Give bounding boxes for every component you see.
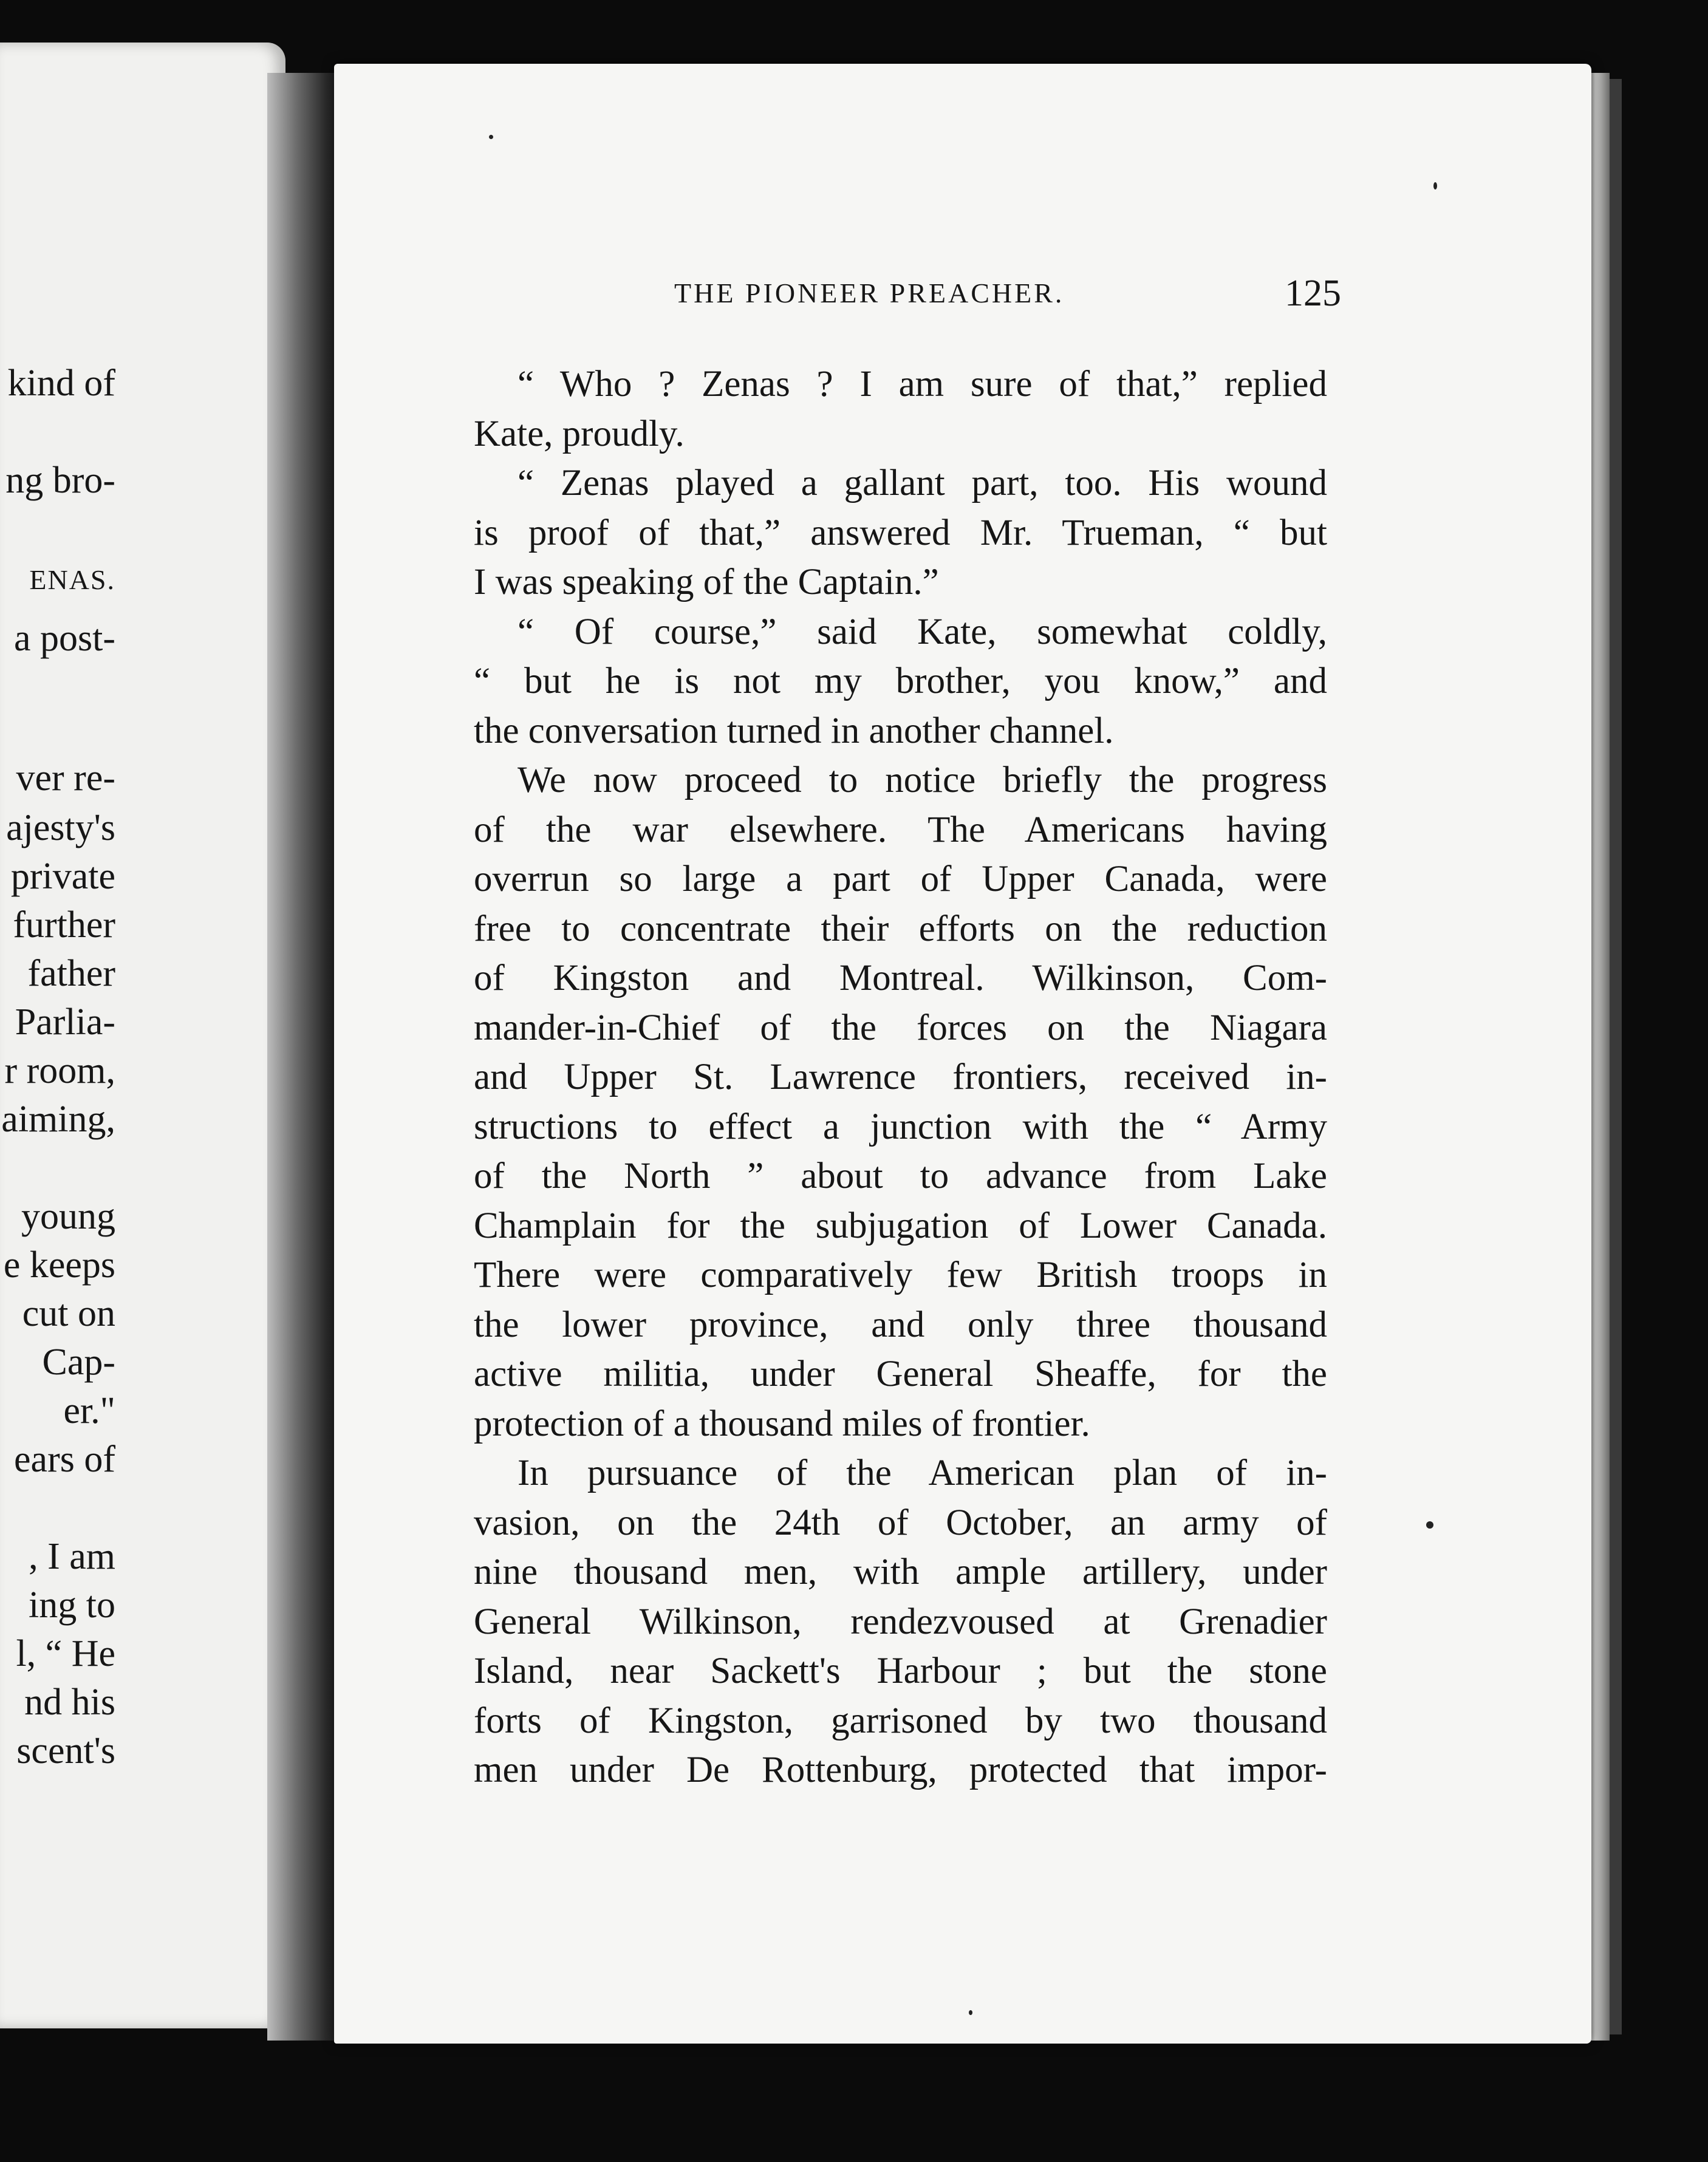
- text-line: Champlain for the subjugation of Lower Canada.: [474, 1205, 1327, 1246]
- text-line: of the North ” about to advance from Lake: [474, 1156, 1327, 1196]
- text-line: mander-in-Chief of the forces on the Niagara: [474, 1007, 1327, 1048]
- text-line: I was speaking of the Captain.”: [474, 562, 939, 602]
- left-page-line: kind of: [7, 363, 115, 404]
- text-line: men under De Rottenburg, protected that impor-: [474, 1750, 1327, 1790]
- left-page-line: father: [27, 953, 115, 994]
- text-line: General Wilkinson, rendezvoused at Grenadier: [474, 1601, 1327, 1642]
- left-page-line: cut on: [22, 1293, 115, 1334]
- text-line: “ but he is not my brother, you know,” and: [474, 661, 1327, 701]
- left-page-line: further: [13, 904, 115, 946]
- left-page-line: ENAS.: [29, 564, 115, 595]
- left-page: [0, 43, 285, 2028]
- text-line: “ Of course,” said Kate, somewhat coldly,: [518, 611, 1327, 652]
- left-page-line: Cap-: [42, 1342, 115, 1383]
- left-page-line: private: [10, 856, 115, 897]
- left-page-line: er.": [63, 1390, 115, 1431]
- text-line: We now proceed to notice briefly the progress: [518, 760, 1327, 800]
- text-line: the conversation turned in another channel.: [474, 710, 1114, 751]
- text-line: vasion, on the 24th of October, an army of: [474, 1502, 1327, 1543]
- text-line: nine thousand men, with ample artillery, under: [474, 1552, 1327, 1592]
- page-edge-shadow: [1610, 79, 1622, 2034]
- text-line: Island, near Sackett's Harbour ; but the stone: [474, 1651, 1327, 1691]
- text-line: free to concentrate their efforts on the reduction: [474, 908, 1327, 949]
- text-line: the lower province, and only three thousand: [474, 1304, 1327, 1345]
- left-page-line: l, “ He: [16, 1633, 115, 1674]
- dust-speck: [1426, 1521, 1433, 1529]
- left-page-line: young: [21, 1196, 115, 1237]
- text-line: of the war elsewhere. The Americans having: [474, 809, 1327, 850]
- text-line: and Upper St. Lawrence frontiers, received in-: [474, 1057, 1327, 1097]
- text-line: of Kingston and Montreal. Wilkinson, Com-: [474, 958, 1327, 998]
- left-page-line: ver re-: [16, 757, 115, 799]
- text-line: forts of Kingston, garrisoned by two thousand: [474, 1700, 1327, 1741]
- dust-speck: [969, 2010, 972, 2015]
- left-page-line: ears of: [14, 1439, 115, 1480]
- left-page-line: ajesty's: [6, 807, 115, 848]
- text-line: Kate, proudly.: [474, 413, 685, 454]
- text-line: overrun so large a part of Upper Canada, were: [474, 859, 1327, 899]
- dust-speck: [1433, 182, 1437, 189]
- body-text: [474, 360, 1327, 1795]
- dust-speck: [489, 135, 493, 139]
- text-line: In pursuance of the American plan of in-: [518, 1453, 1327, 1493]
- text-line: “ Who ? Zenas ? I am sure of that,” replied: [518, 364, 1327, 404]
- text-line: structions to effect a junction with the “ Army: [474, 1106, 1327, 1147]
- text-line: is proof of that,” answered Mr. Trueman, “ but: [474, 512, 1327, 553]
- left-page-line: scent's: [16, 1730, 115, 1772]
- left-page-line: ng bro-: [5, 460, 115, 501]
- left-page-line: a post-: [13, 618, 115, 659]
- left-page-line: , I am: [29, 1536, 115, 1577]
- running-head: THE PIONEER PREACHER.: [674, 278, 1065, 309]
- left-page-line: ing to: [29, 1584, 115, 1626]
- left-page-line: aiming,: [1, 1099, 115, 1140]
- left-page-line: nd his: [24, 1682, 115, 1723]
- left-page-line: r room,: [4, 1050, 115, 1091]
- text-line: active militia, under General Sheaffe, for the: [474, 1354, 1327, 1394]
- left-page-line: e keeps: [3, 1244, 115, 1286]
- text-line: There were comparatively few British troops in: [474, 1255, 1327, 1295]
- text-line: “ Zenas played a gallant part, too. His wound: [518, 463, 1327, 503]
- text-line: protection of a thousand miles of frontier.: [474, 1403, 1090, 1444]
- left-page-line: Parlia-: [15, 1001, 115, 1043]
- page-number: 125: [1285, 273, 1341, 314]
